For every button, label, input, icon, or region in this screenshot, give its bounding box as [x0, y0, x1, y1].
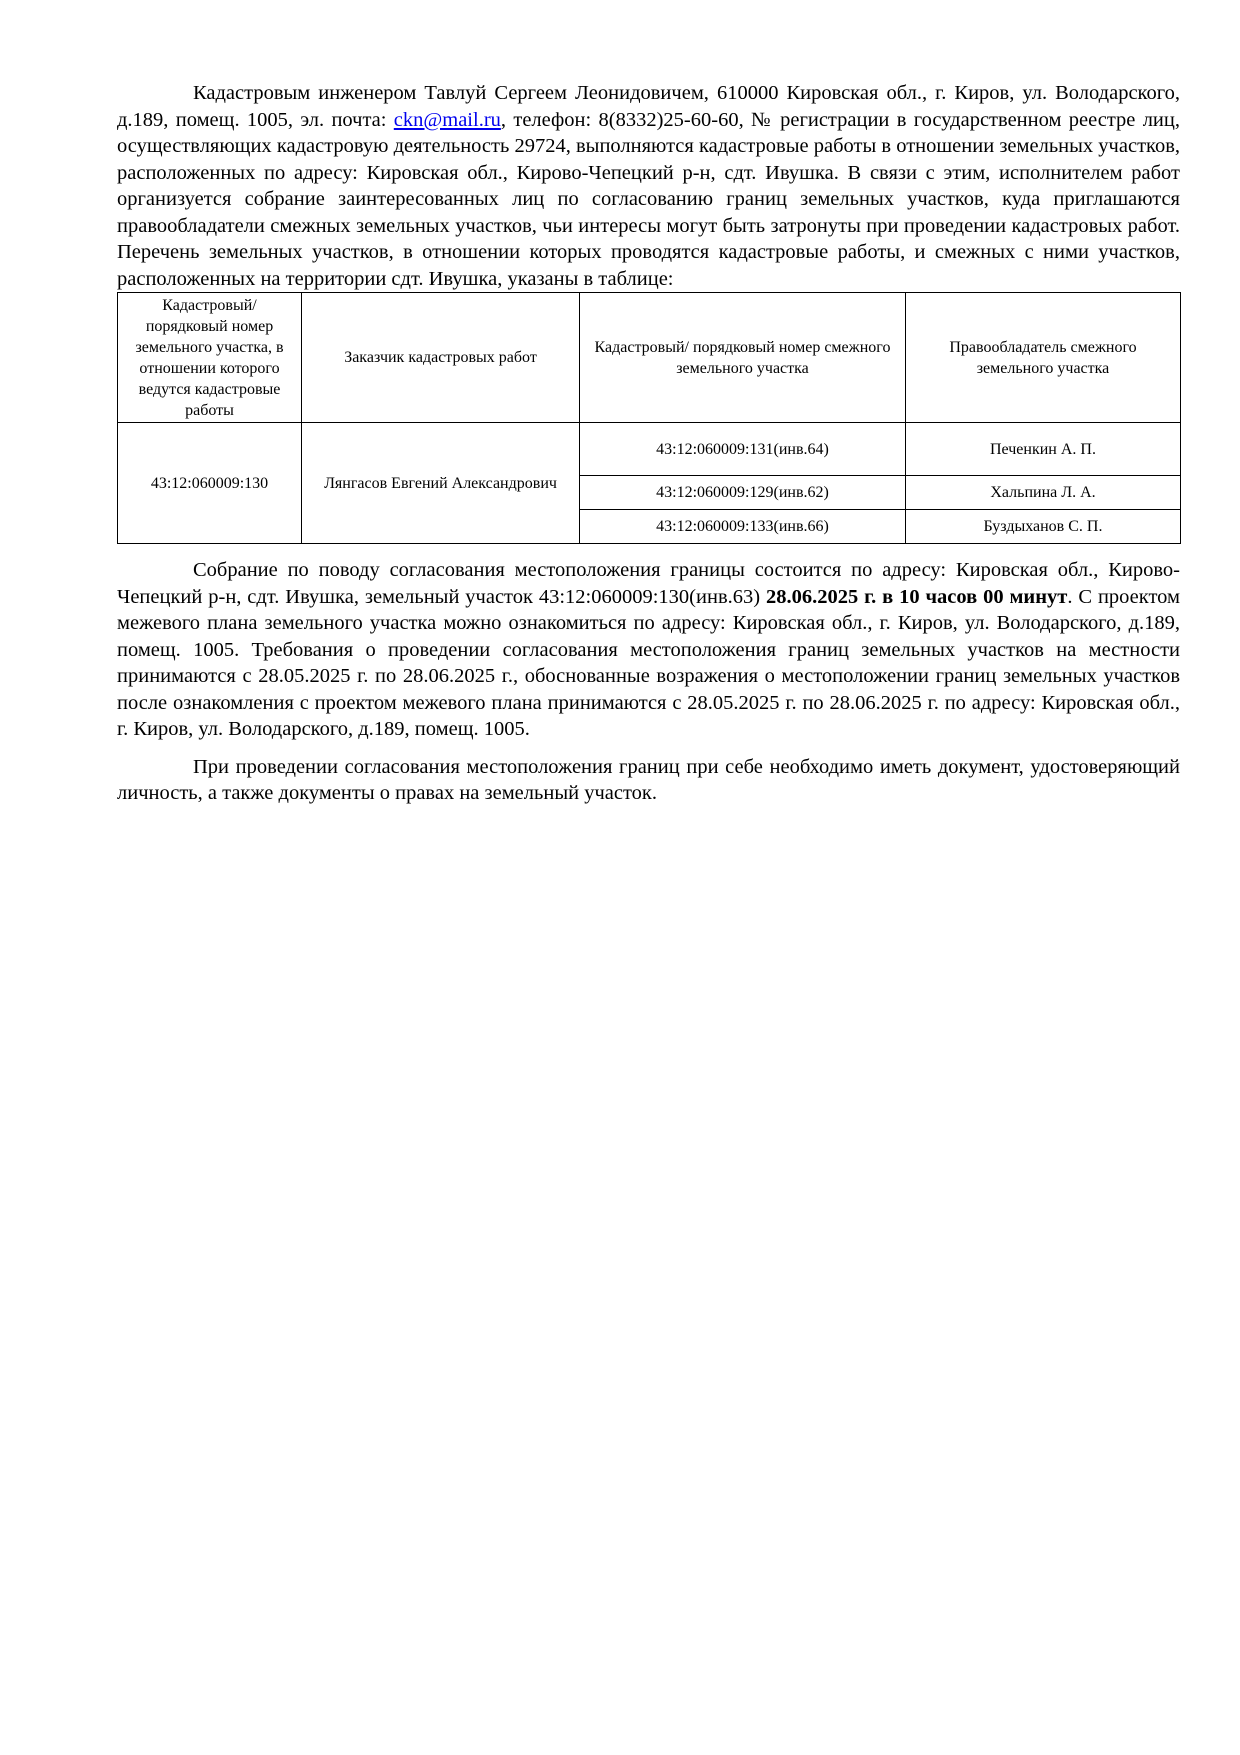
header-parcel-number: Кадастровый/ порядковый номер земельного участка, в отношении которого ведутся кадастровые работы	[118, 293, 302, 423]
meeting-text-2: . С проектом межевого плана земельного участка можно ознакомиться по адресу: Кировская обл., г. Киров, ул. Володарского, д.189, помещ. 1005. Требования о проведении согласования местоположения границ земельных участков на местности принимаются с 28.05.2025 г. по 28.06.2025 г., обоснованные возражения о местоположении границ земельных участков после ознакомления с проектом межевого плана принимаются с 28.05.2025 г. по 28.06.2025 г. по адресу: Кировская обл., г. Киров, ул. Володарского, д.189, помещ. 1005.	[117, 585, 1180, 740]
adjacent-number-cell: 43:12:060009:133(инв.66)	[580, 510, 906, 544]
parcel-number-cell: 43:12:060009:130	[118, 423, 302, 544]
header-customer: Заказчик кадастровых работ	[302, 293, 580, 423]
meeting-text-1: Собрание по поводу согласования местоположения границы состоится по адресу: Кировская обл., Кирово-Чепецкий р-н, сдт. Ивушка, земельный участок 43:12:060009:130(инв.63)	[117, 559, 1180, 608]
adjacent-owner-cell: Печенкин А. П.	[906, 423, 1181, 476]
meeting-paragraph	[117, 557, 1180, 743]
adjacent-number-cell: 43:12:060009:131(инв.64)	[580, 423, 906, 476]
intro-paragraph	[117, 80, 1180, 292]
adjacent-number-cell: 43:12:060009:129(инв.62)	[580, 476, 906, 510]
adjacent-owner-cell: Буздыханов С. П.	[906, 510, 1181, 544]
document-page	[117, 80, 1180, 807]
intro-text-1: Кадастровым инженером Тавлуй Сергеем Леонидовичем, 610000 Кировская обл., г. Киров, ул. Володарского, д.189, помещ. 1005, эл. почта:	[117, 82, 1180, 131]
table-header-row	[118, 293, 1181, 423]
header-adjacent-owner: Правообладатель смежного земельного участка	[906, 293, 1181, 423]
table-row	[118, 423, 1181, 476]
closing-paragraph: При проведении согласования местоположения границ при себе необходимо иметь документ, удостоверяющий личность, а также документы о правах на земельный участок.	[117, 755, 1180, 804]
adjacent-owner-cell: Хальпина Л. А.	[906, 476, 1181, 510]
customer-cell: Лянгасов Евгений Александрович	[302, 423, 580, 544]
meeting-datetime: 28.06.2025 г. в 10 часов 00 минут	[765, 585, 1068, 608]
parcels-table	[117, 292, 1181, 544]
email-link[interactable]: ckn@mail.ru	[393, 108, 501, 131]
header-adjacent-number: Кадастровый/ порядковый номер смежного земельного участка	[580, 293, 906, 423]
intro-text-2: , телефон: 8(8332)25-60-60, № регистрации в государственном реестре лиц, осуществляющих кадастровую деятельность 29724, выполняются кадастровые работы в отношении земельных участков, расположенных по адресу: Кировская обл., Кирово-Чепецкий р-н, сдт. Ивушка. В связи с этим, исполнителем работ организуется собрание заинтересованных лиц по согласованию границ земельных участков, куда приглашаются правообладатели смежных земельных участков, чьи интересы могут быть затронуты при проведении кадастровых работ. Перечень земельных участков, в отношении которых проводятся кадастровые работы, и смежных с ними участков, расположенных на территории сдт. Ивушка, указаны в таблице:	[117, 108, 1180, 290]
